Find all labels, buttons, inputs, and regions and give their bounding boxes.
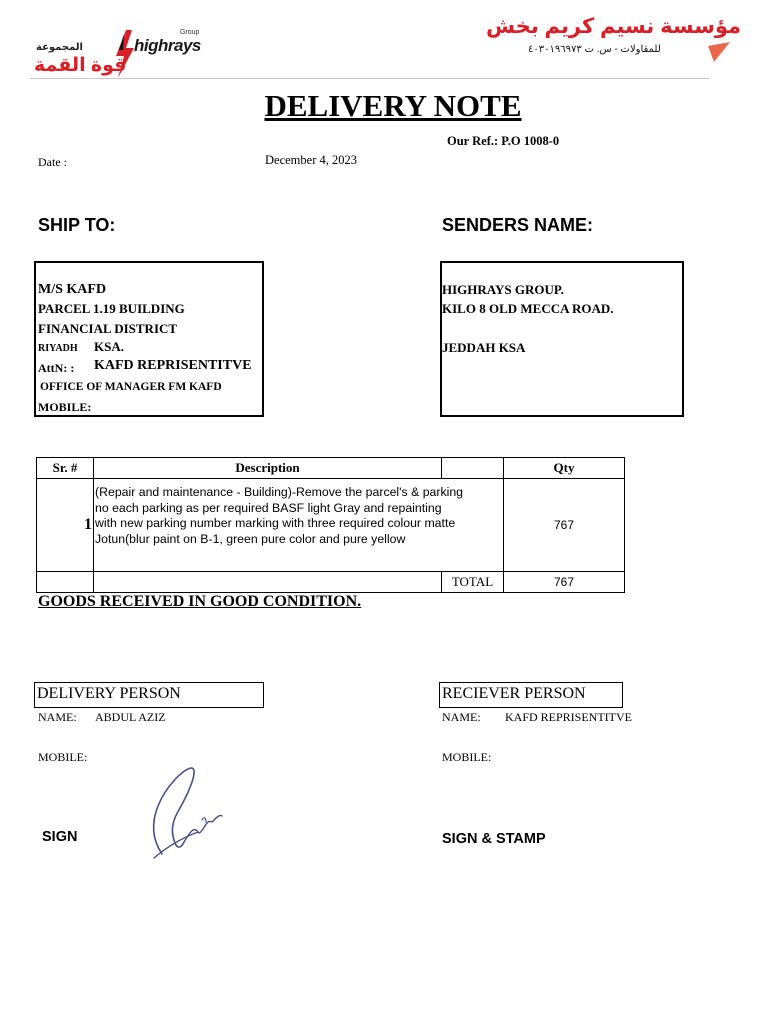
table-total-row	[37, 572, 625, 593]
total-value: 767	[504, 572, 625, 593]
description-line: (Repair and maintenance - Building)-Remove the parcel's & parking	[95, 485, 464, 499]
ship-to-city: RIYADH	[38, 343, 78, 354]
total-label: TOTAL	[442, 572, 504, 593]
date-value: December 4, 2023	[265, 153, 357, 167]
delivery-mobile-label: MOBILE:	[38, 750, 88, 764]
goods-received-note: GOODS RECEIVED IN GOOD CONDITION.	[38, 593, 362, 610]
table-header-row	[37, 458, 625, 479]
table-row	[37, 479, 625, 572]
ship-to-address-2: FINANCIAL DISTRICT	[38, 321, 178, 336]
senders-name-heading: SENDERS NAME:	[442, 215, 594, 235]
description-line: no each parking as per required BASF light Gray and repainting	[95, 500, 442, 515]
header-divider	[30, 78, 710, 79]
receiver-sign-label: SIGN & STAMP	[442, 831, 546, 847]
total-blank-desc	[94, 572, 442, 593]
sender-city: JEDDAH KSA	[442, 340, 526, 355]
receiver-name-label: NAME:	[442, 710, 481, 724]
col-header-qty: Qty	[504, 458, 625, 479]
col-header-blank	[442, 458, 504, 479]
delivery-sign-label: SIGN	[42, 829, 78, 845]
logo-arabic-name: قوة القمة	[34, 55, 127, 76]
document-title: DELIVERY NOTE	[264, 88, 522, 123]
ship-to-mobile: MOBILE:	[38, 400, 92, 414]
delivery-person-title: DELIVERY PERSON	[34, 682, 264, 708]
delivery-name-label: NAME:	[38, 710, 77, 724]
attn-value: KAFD REPRISENTITVE	[94, 358, 252, 373]
sender-address: KILO 8 OLD MECCA ROAD.	[442, 301, 614, 316]
receiver-person-title: RECIEVER PERSON	[439, 682, 623, 708]
total-blank-sr	[37, 572, 94, 593]
date-label: Date :	[38, 155, 67, 169]
ship-to-heading: SHIP TO:	[38, 215, 116, 235]
attn-label: AttN: :	[38, 361, 75, 375]
company-arabic-name: مؤسسة نسيم كريم بخش	[486, 15, 742, 38]
our-reference: Our Ref.: P.O 1008-0	[447, 134, 560, 148]
items-table	[36, 457, 625, 593]
lightning-bolt-icon	[114, 30, 136, 83]
receiver-mobile-label: MOBILE:	[442, 750, 492, 764]
row-sr-number: 1	[37, 479, 94, 572]
corner-triangle-icon	[708, 42, 730, 67]
ship-to-address-1: PARCEL 1.19 BUILDING	[38, 301, 185, 316]
receiver-name-value: KAFD REPRISENTITVE	[505, 710, 633, 724]
ship-to-country: KSA.	[94, 339, 124, 354]
col-header-description: Description	[94, 458, 442, 479]
company-arabic-subtitle: للمقاولات - س. ت ٤٠٣٠١٩٦٩٧٣	[528, 44, 661, 55]
row-qty: 767	[504, 479, 625, 572]
description-line: Jotun(blur paint on B-1, green pure color and pure yellow	[95, 531, 406, 546]
logo-group-label: Group	[180, 29, 200, 36]
signature-image	[146, 762, 228, 867]
ship-to-name: M/S KAFD	[38, 282, 107, 297]
logo-arabic-caption: المجموعة	[36, 42, 83, 53]
delivery-name-value: ABDUL AZIZ	[95, 710, 166, 724]
row-description	[94, 479, 504, 572]
ship-to-office: OFFICE OF MANAGER FM KAFD	[40, 381, 222, 393]
sender-name: HIGHRAYS GROUP.	[442, 282, 564, 297]
col-header-sr: Sr. #	[37, 458, 94, 479]
logo-brand: highrays	[134, 36, 201, 55]
description-line: with new parking number marking with three required colour matte	[95, 516, 456, 530]
